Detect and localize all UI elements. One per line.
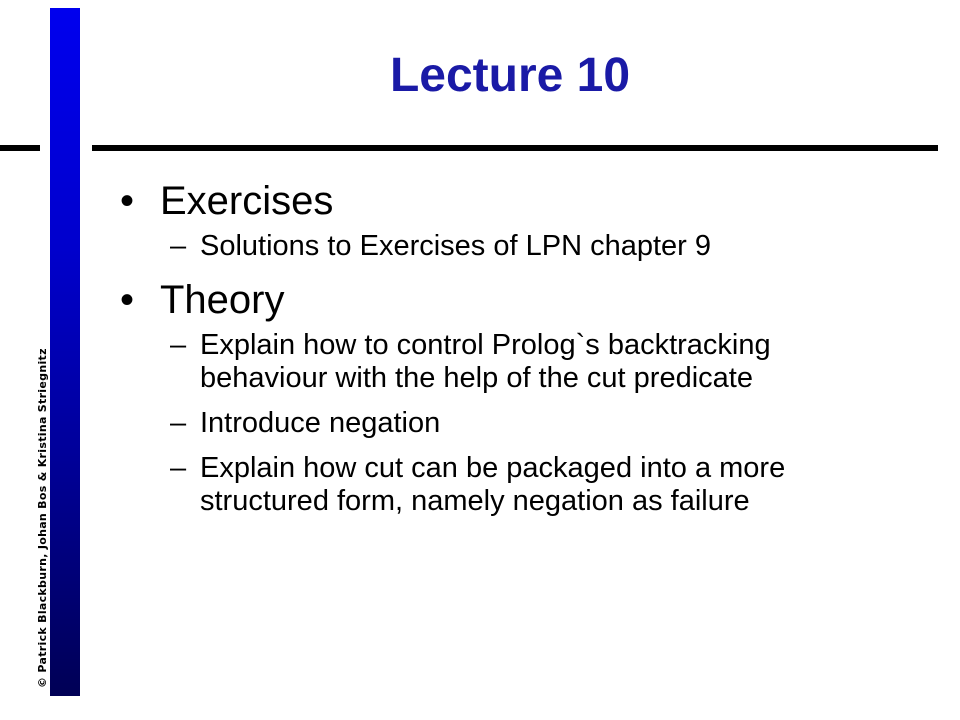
dash-marker: –	[170, 329, 187, 361]
header-rule-right	[92, 145, 938, 151]
side-bar-decoration	[50, 8, 80, 696]
dash-marker: –	[170, 407, 187, 439]
slide-title: Lecture 10	[389, 49, 631, 102]
sub-list	[170, 230, 920, 263]
sub-item-text: Solutions to Exercises of LPN chapter 9	[200, 230, 711, 262]
sub-item	[170, 329, 920, 395]
sub-item-text: Explain how cut can be packaged into a more structured form, namely negation as failure	[200, 452, 786, 517]
bullet-item	[120, 178, 920, 224]
header-rule-left	[0, 145, 40, 151]
bullet-label: Theory	[160, 278, 285, 322]
sub-item	[170, 452, 920, 518]
bullet-marker: •	[120, 278, 135, 322]
sub-item	[170, 230, 920, 263]
sub-item-text: Explain how to control Prolog`s backtracking behaviour with the help of the cut predicate	[200, 329, 771, 394]
sub-list	[170, 329, 920, 518]
bullet-item	[120, 277, 920, 323]
copyright-notice: © Patrick Blackburn, Johan Bos & Kristina Striegnitz	[36, 348, 49, 688]
bullet-label: Exercises	[160, 179, 334, 223]
slide-content	[120, 178, 920, 532]
sub-item-text: Introduce negation	[200, 407, 441, 439]
dash-marker: –	[170, 230, 187, 262]
dash-marker: –	[170, 452, 187, 484]
bullet-marker: •	[120, 179, 135, 223]
sub-item	[170, 407, 920, 440]
